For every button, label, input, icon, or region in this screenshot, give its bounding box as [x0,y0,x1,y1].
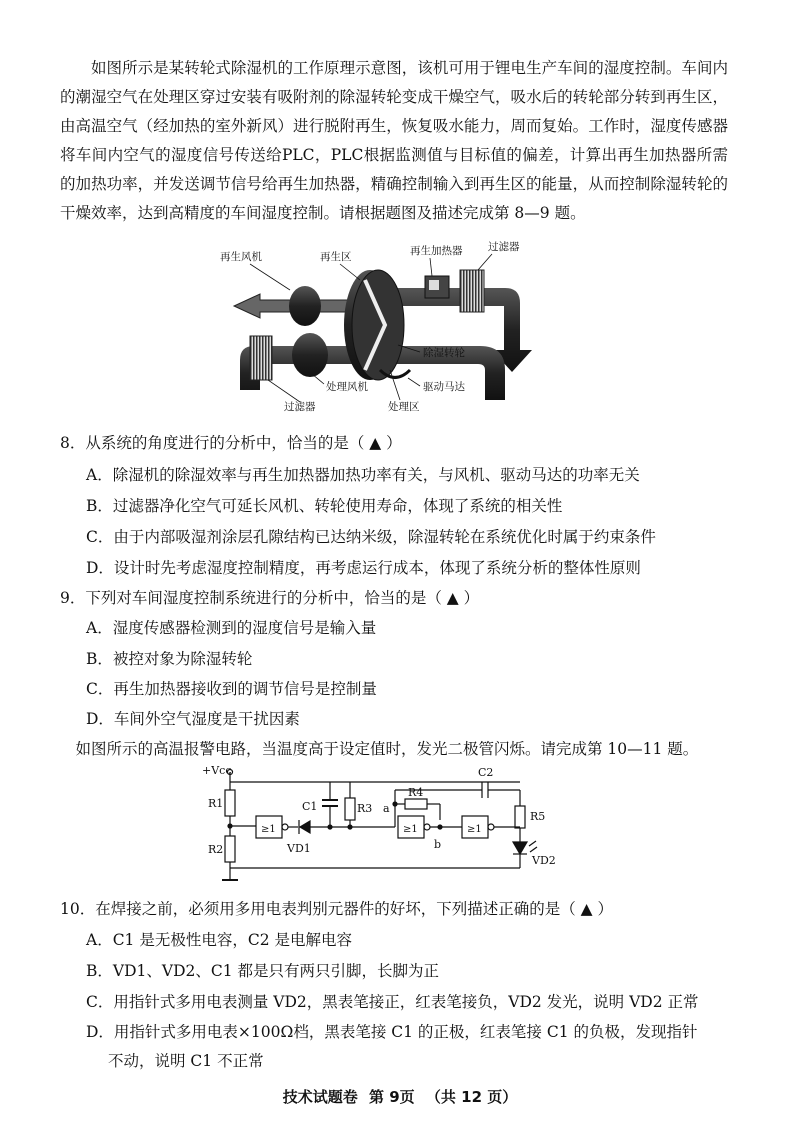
question-8-stem: 8．从系统的角度进行的分析中，恰当的是（ ▲ ） [60,434,402,452]
label-regen-zone: 再生区 [320,251,352,263]
question-9-stem: 9．下列对车间湿度控制系统进行的分析中，恰当的是（ ▲ ） [60,589,480,607]
filter-top [460,270,484,312]
q8-option-a: A．除湿机的除湿效率与再生加热器加热功率有关，与风机、驱动马达的功率无关 [86,466,640,484]
q9-option-b: B．被控对象为除湿转轮 [86,650,253,668]
footer-total: （共 12 页） [425,1088,518,1106]
label-vd2: VD2 [532,854,556,867]
label-node-b: b [434,838,442,851]
dehumidifier-diagram [220,240,540,420]
label-r4: R4 [408,786,424,799]
question-10-stem: 10．在焊接之前，必须用多用电表判别元器件的好坏，下列描述正确的是（ ▲ ） [60,900,613,918]
gate-3-label: ≥1 [467,824,482,835]
gate-1-label: ≥1 [261,824,276,835]
label-c2: C2 [478,766,494,779]
label-r1: R1 [208,797,224,810]
label-r2: R2 [208,843,224,856]
label-regen-fan: 再生风机 [220,251,262,263]
footer-page: 第 9页 [369,1088,415,1106]
label-r3: R3 [357,802,373,815]
q10-option-a: A．C1 是无极性电容，C2 是电解电容 [86,931,352,949]
alarm-circuit-diagram [190,760,590,888]
filter-bottom [250,336,272,380]
label-r5: R5 [530,810,546,823]
label-c1: C1 [302,800,318,813]
q9-option-c: C．再生加热器接收到的调节信号是控制量 [86,680,377,698]
label-regen-heater: 再生加热器 [410,245,463,257]
label-wheel: 除湿转轮 [423,347,465,359]
footer-subject: 技术试题卷 [282,1088,358,1106]
q10-option-b: B．VD1、VD2、C1 都是只有两只引脚，长脚为正 [86,962,440,980]
q8-option-d: D．设计时先考虑湿度控制精度，再考虑运行成本，体现了系统分析的整体性原则 [86,559,641,577]
label-filter-top: 过滤器 [488,241,520,253]
intro-paragraph: 如图所示是某转轮式除湿机的工作原理示意图，该机可用于锂电生产车间的湿度控制。车间内的潮湿空气在处理区穿过安装有吸附剂的除湿转轮变成干燥空气，吸水后的转轮部分转到再生区，由高温空气（经加热的室外新风）进行脱附再生，恢复吸水能力，周而复始。工作时，湿度传感器将车间内空气的湿度信号传送给PLC，PLC根据监测值与目标值的偏差，计算出再生加热器所需的加热功率，并发送调节信号给再生加热器，精确控制输入到再生区的能量，从而控制除湿转轮的干燥效率，达到高精度的车间湿度控制。请根据题图及描述完成第 8—9 题。 [60,59,728,222]
q9-option-a: A．湿度传感器检测到的湿度信号是输入量 [86,619,377,637]
q9-option-d: D．车间外空气湿度是干扰因素 [86,710,300,728]
q10-option-c: C．用指针式多用电表测量 VD2，黑表笔接正，红表笔接负，VD2 发光，说明 VD2 正常 [86,993,699,1011]
q10-option-d-continued: 不动，说明 C1 不正常 [108,1052,264,1070]
q8-option-c: C．由于内部吸湿剂涂层孔隙结构已达纳米级，除湿转轮在系统优化时属于约束条件 [86,528,656,546]
q10-option-d: D．用指针式多用电表×100Ω档，黑表笔接 C1 的正极，红表笔接 C1 的负极，发现指针 [86,1023,698,1041]
label-motor: 驱动马达 [423,381,465,393]
label-vd1: VD1 [287,842,311,855]
process-fan [292,333,328,377]
label-filter-bottom: 过滤器 [284,401,316,413]
q8-option-b: B．过滤器净化空气可延长风机、转轮使用寿命，体现了系统的相关性 [86,497,563,515]
label-process-fan: 处理风机 [326,381,368,393]
label-process-zone: 处理区 [388,401,420,413]
circuit-paragraph: 如图所示的高温报警电路，当温度高于设定值时，发光二极管闪烁。请完成第 10—11 题。 [75,740,699,758]
regen-fan [289,286,321,326]
gate-2-label: ≥1 [403,824,418,835]
label-node-a: a [383,802,390,815]
label-vcc: +Vcc [202,764,232,777]
page-footer [0,1086,800,1107]
